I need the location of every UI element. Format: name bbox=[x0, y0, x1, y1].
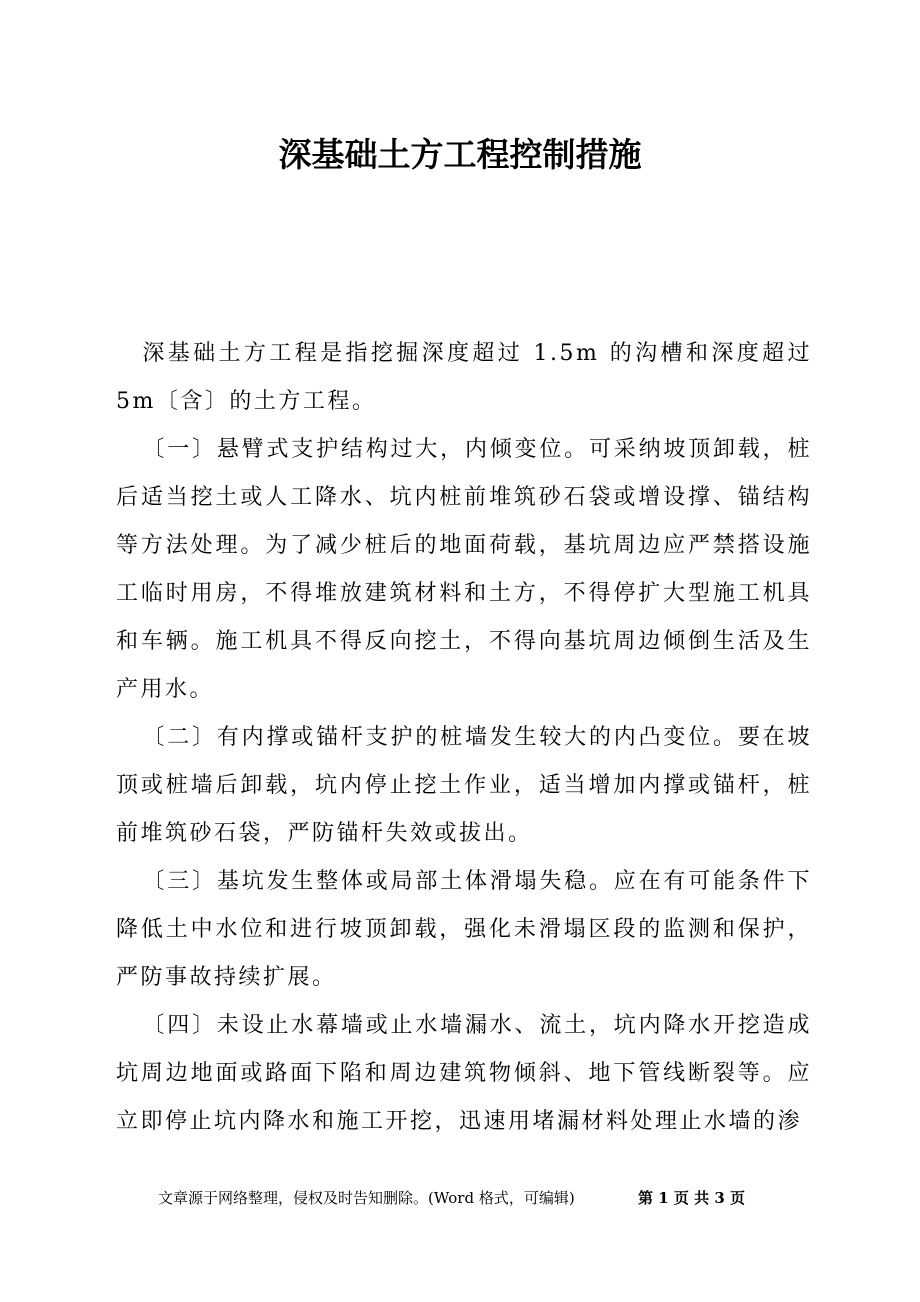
paragraph-item-4: 〔四〕未设止水幕墙或止水墙漏水、流土，坑内降水开挖造成坑周边地面或路面下陷和周边建筑物倾斜、地下管线断裂等。应立即停止坑内降水和施工开挖，迅速用堵漏材料处理止水墙的渗 bbox=[116, 1013, 812, 1134]
paragraph-item-3: 〔三〕基坑发生整体或局部土体滑塌失稳。应在有可能条件下降低土中水位和进行坡顶卸载，强化未滑塌区段的监测和保护，严防事故持续扩展。 bbox=[116, 869, 812, 990]
paragraph-item-2: 〔二〕有内撑或锚杆支护的桩墙发生较大的内凸变位。要在坡顶或桩墙后卸载，坑内停止挖土作业，适当增加内撑或锚杆，桩前堆筑砂石袋，严防锚杆失效或拔出。 bbox=[116, 725, 812, 846]
paragraph-item-1: 〔一〕悬臂式支护结构过大，内倾变位。可采纳坡顶卸载，桩后适当挖土或人工降水、坑内桩前堆筑砂石袋或增设撑、锚结构等方法处理。为了减少桩后的地面荷载，基坑周边应严禁搭设施工临时用房，不得堆放建筑材料和土方，不得停扩大型施工机具和车辆。施工机具不得反向挖土，不得向基坑周边倾倒生活及生产用水。 bbox=[116, 437, 812, 702]
page-title: 深基础土方工程控制措施 bbox=[278, 135, 642, 174]
paragraph-intro: 深基础土方工程是指挖掘深度超过 1.5m 的沟槽和深度超过 5m〔含〕的土方工程。 bbox=[116, 341, 812, 414]
footer-page-number: 第 1 页 共 3 页 bbox=[638, 1189, 745, 1207]
footer-source-note: 文章源于网络整理，侵权及时告知删除。(Word 格式，可编辑) bbox=[158, 1189, 575, 1207]
document-body bbox=[116, 330, 812, 1146]
